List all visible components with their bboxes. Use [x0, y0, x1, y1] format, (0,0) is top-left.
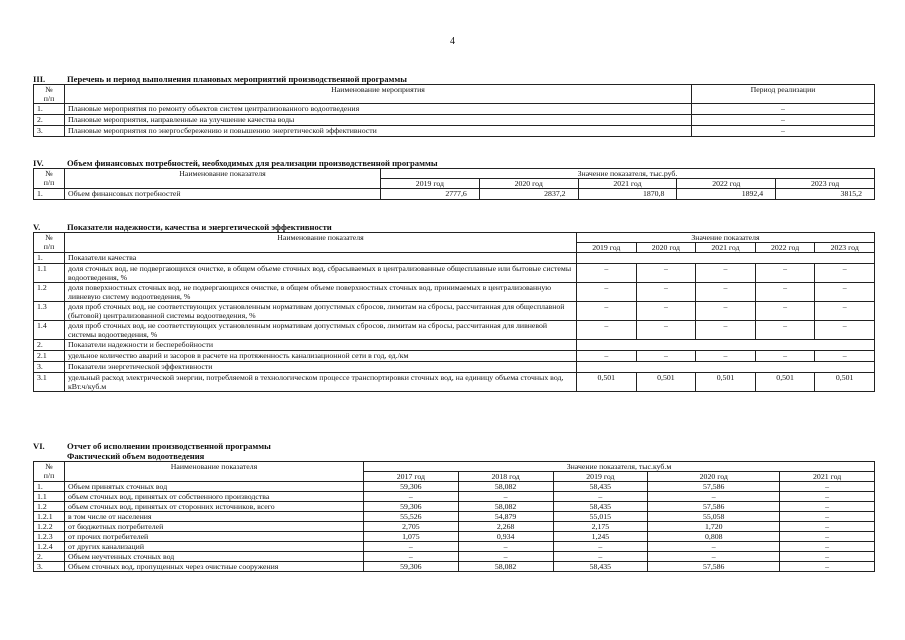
year-header: 2019 год	[553, 472, 648, 482]
table-row	[34, 542, 875, 552]
row-value: 1,720	[648, 522, 780, 532]
row-value: –	[458, 542, 553, 552]
table-row	[34, 104, 875, 115]
section-4-number: IV.	[33, 158, 44, 168]
row-value: –	[755, 321, 815, 340]
row-value: 0,501	[577, 373, 637, 392]
row-value: –	[815, 321, 875, 340]
table-row	[34, 482, 875, 492]
row-value: 54,879	[458, 512, 553, 522]
row-value: 2837,2	[479, 189, 578, 200]
row-value: 58,435	[553, 482, 648, 492]
table-row	[34, 253, 875, 264]
year-header: 2022 год	[677, 179, 776, 189]
row-value: 1892,4	[677, 189, 776, 200]
table-row	[34, 283, 875, 302]
row-number: 3.	[34, 126, 65, 137]
row-number: 1.2.2	[34, 522, 65, 532]
row-value: –	[780, 542, 875, 552]
row-name: от бюджетных потребителей	[65, 522, 364, 532]
row-name: Объем сточных вод, пропущенных через очистные сооружения	[65, 562, 364, 572]
header-value: Значение показателя	[577, 233, 875, 243]
financial-table	[33, 168, 875, 200]
row-number: 2.	[34, 340, 65, 351]
year-header: 2023 год	[776, 179, 875, 189]
row-value: –	[755, 302, 815, 321]
table-row	[34, 532, 875, 542]
reliability-table	[33, 232, 875, 392]
row-value: 58,082	[458, 562, 553, 572]
table-row	[34, 264, 875, 283]
header-no: № п/п	[34, 233, 65, 253]
row-number: 2.1	[34, 351, 65, 362]
section-4	[33, 158, 875, 200]
row-value: –	[648, 542, 780, 552]
row-name: Объем финансовых потребностей	[65, 189, 381, 200]
row-number: 1.2	[34, 283, 65, 302]
year-header: 2021 год	[578, 179, 677, 189]
table-row	[34, 189, 875, 200]
section-6	[33, 441, 875, 572]
header-period: Период реализации	[692, 85, 875, 104]
year-header: 2023 год	[815, 243, 875, 253]
row-value: –	[815, 264, 875, 283]
row-name: доля поверхностных сточных вод, не подвергающихся очистке, в общем объеме поверхностных сточных вод, принимаемых в централизованную ливневую систему водоотведения, %	[65, 283, 577, 302]
row-number: 1.2.3	[34, 532, 65, 542]
row-value: 55,058	[648, 512, 780, 522]
row-number: 3.1	[34, 373, 65, 392]
row-value: –	[815, 283, 875, 302]
row-name: Объем принятых сточных вод	[65, 482, 364, 492]
row-value: 0,501	[636, 373, 696, 392]
row-number: 1.	[34, 104, 65, 115]
section-4-title	[33, 158, 875, 168]
row-value: –	[577, 321, 637, 340]
row-value: –	[648, 552, 780, 562]
row-value: 0,934	[458, 532, 553, 542]
row-group-name: Показатели качества	[65, 253, 577, 264]
table-row	[34, 502, 875, 512]
row-value: –	[636, 283, 696, 302]
table-row	[34, 522, 875, 532]
row-value: 59,306	[364, 502, 459, 512]
section-6-number: VI.	[33, 441, 45, 451]
row-period: –	[692, 126, 875, 137]
table-row	[34, 552, 875, 562]
row-value: 2777,6	[381, 189, 480, 200]
year-header: 2020 год	[479, 179, 578, 189]
row-number: 2.	[34, 552, 65, 562]
row-value: 58,082	[458, 502, 553, 512]
row-name: объем сточных вод, принятых от собственного производства	[65, 492, 364, 502]
row-value: –	[780, 562, 875, 572]
section-5-number: V.	[33, 222, 41, 232]
row-value: –	[815, 351, 875, 362]
row-value: –	[636, 321, 696, 340]
row-value: 2,705	[364, 522, 459, 532]
row-name: от прочих потребителей	[65, 532, 364, 542]
row-value: –	[755, 283, 815, 302]
year-header: 2019 год	[381, 179, 480, 189]
header-no: № п/п	[34, 85, 65, 104]
row-value: 58,435	[553, 502, 648, 512]
row-number: 1.2	[34, 502, 65, 512]
row-value: 57,586	[648, 562, 780, 572]
row-value: –	[780, 522, 875, 532]
row-value: –	[577, 302, 637, 321]
wastewater-volume-table	[33, 461, 875, 572]
row-value: –	[780, 552, 875, 562]
header-no: № п/п	[34, 462, 65, 482]
row-value: 2,268	[458, 522, 553, 532]
row-period: –	[692, 115, 875, 126]
row-group-name: Показатели надежности и бесперебойности	[65, 340, 577, 351]
row-number: 2.	[34, 115, 65, 126]
row-value: 1,075	[364, 532, 459, 542]
row-value: 1,245	[553, 532, 648, 542]
row-name: удельный расход электрической энергии, потребляемой в технологическом процессе транспортировки сточных вод, на единицу объема сточных вод, кВт.ч/куб.м	[65, 373, 577, 392]
row-number: 1.3	[34, 302, 65, 321]
header-indicator-name: Наименование показателя	[65, 462, 364, 482]
row-name: доля проб сточных вод, не соответствующих установленным нормативам допустимых сбросов, лимитам на сбросы, рассчитанная для общесплавной (бытовой) централизованной системы водоотведения, %	[65, 302, 577, 321]
row-value: 3815,2	[776, 189, 875, 200]
row-value: –	[458, 492, 553, 502]
row-value: –	[780, 532, 875, 542]
row-value: –	[815, 302, 875, 321]
row-value: 58,082	[458, 482, 553, 492]
row-value: –	[636, 302, 696, 321]
table-row	[34, 126, 875, 137]
row-number: 1.	[34, 482, 65, 492]
year-header: 2021 год	[780, 472, 875, 482]
row-value: 57,586	[648, 502, 780, 512]
row-name: от других канализаций	[65, 542, 364, 552]
row-value: 58,435	[553, 562, 648, 572]
page-number: 4	[450, 36, 455, 47]
row-name: доля сточных вод, не подвергающихся очистке, в общем объеме сточных вод, сбрасываемых в централизованные общесплавные или бытовые системы водоотведения, %	[65, 264, 577, 283]
row-name: доля проб сточных вод, не соответствующих установленным нормативам допустимых сбросов, лимитам на сбросы, рассчитанная для ливневой системы водоотведения, %	[65, 321, 577, 340]
row-value: –	[755, 264, 815, 283]
row-number: 1.4	[34, 321, 65, 340]
row-value: 0,501	[815, 373, 875, 392]
row-name: Плановые мероприятия по ремонту объектов систем централизованного водоотведения	[65, 104, 692, 115]
row-name: объем сточных вод, принятых от сторонних источников, всего	[65, 502, 364, 512]
row-value: –	[636, 264, 696, 283]
section-3-title-text: Перечень и период выполнения плановых мероприятий производственной программы	[67, 74, 407, 84]
row-number: 1.2.1	[34, 512, 65, 522]
row-number: 3.	[34, 562, 65, 572]
row-value: –	[696, 351, 756, 362]
row-value: –	[577, 264, 637, 283]
year-header: 2018 год	[458, 472, 553, 482]
row-empty-values	[577, 253, 875, 264]
year-header: 2020 год	[636, 243, 696, 253]
year-header: 2022 год	[755, 243, 815, 253]
row-value: 0,808	[648, 532, 780, 542]
row-number: 1.1	[34, 264, 65, 283]
row-value: –	[696, 283, 756, 302]
section-6-subtitle: Фактический объем водоотведения	[67, 451, 205, 461]
row-value: –	[696, 264, 756, 283]
row-value: –	[364, 552, 459, 562]
row-number: 3.	[34, 362, 65, 373]
row-name: в том числе от населения	[65, 512, 364, 522]
table-row	[34, 512, 875, 522]
row-value: –	[780, 492, 875, 502]
year-header: 2020 год	[648, 472, 780, 482]
header-no: № п/п	[34, 169, 65, 189]
row-value: –	[755, 351, 815, 362]
row-number: 1.2.4	[34, 542, 65, 552]
table-row	[34, 321, 875, 340]
row-value: 1870,8	[578, 189, 677, 200]
row-value: 0,501	[696, 373, 756, 392]
section-5-title	[33, 222, 875, 232]
row-value: 55,526	[364, 512, 459, 522]
header-activity-name: Наименование мероприятия	[65, 85, 692, 104]
row-value: 0,501	[755, 373, 815, 392]
row-name: удельное количество аварий и засоров в расчете на протяженность канализационной сети в год, ед./км	[65, 351, 577, 362]
row-value: –	[364, 492, 459, 502]
row-value: –	[364, 542, 459, 552]
row-number: 1.	[34, 253, 65, 264]
row-number: 1.1	[34, 492, 65, 502]
section-3-number: III.	[33, 74, 46, 84]
row-empty-values	[577, 340, 875, 351]
table-row	[34, 302, 875, 321]
row-value: –	[553, 492, 648, 502]
row-value: –	[648, 492, 780, 502]
row-value: 55,015	[553, 512, 648, 522]
row-group-name: Показатели энергетической эффективности	[65, 362, 577, 373]
year-header: 2021 год	[696, 243, 756, 253]
section-6-title	[33, 441, 875, 451]
header-value: Значение показателя, тыс.руб.	[381, 169, 875, 179]
section-5-title-text: Показатели надежности, качества и энергетической эффективности	[67, 222, 332, 232]
table-row	[34, 562, 875, 572]
row-value: –	[553, 552, 648, 562]
row-value: –	[577, 283, 637, 302]
row-period: –	[692, 104, 875, 115]
table-row	[34, 340, 875, 351]
row-value: –	[636, 351, 696, 362]
section-5	[33, 222, 875, 392]
row-empty-values	[577, 362, 875, 373]
table-row	[34, 362, 875, 373]
row-value: –	[458, 552, 553, 562]
row-value: –	[696, 302, 756, 321]
row-value: –	[780, 512, 875, 522]
section-3	[33, 74, 875, 137]
row-value: –	[553, 542, 648, 552]
row-value: 57,586	[648, 482, 780, 492]
table-row	[34, 351, 875, 362]
year-header: 2019 год	[577, 243, 637, 253]
row-value: –	[696, 321, 756, 340]
table-row	[34, 492, 875, 502]
row-value: –	[577, 351, 637, 362]
table-row	[34, 373, 875, 392]
row-name: Плановые мероприятия по энергосбережению и повышению энергетической эффективности	[65, 126, 692, 137]
row-value: 2,175	[553, 522, 648, 532]
section-4-title-text: Объем финансовых потребностей, необходимых для реализации производственной программы	[67, 158, 438, 168]
row-value: 59,306	[364, 562, 459, 572]
activities-table	[33, 84, 875, 137]
year-header: 2017 год	[364, 472, 459, 482]
row-value: –	[780, 482, 875, 492]
row-value: 59,306	[364, 482, 459, 492]
section-6-title-text: Отчет об исполнении производственной программы	[67, 441, 271, 451]
row-name: Плановые мероприятия, направленные на улучшение качества воды	[65, 115, 692, 126]
row-number: 1.	[34, 189, 65, 200]
header-value: Значение показателя, тыс.куб.м	[364, 462, 875, 472]
header-indicator-name: Наименование показателя	[65, 169, 381, 189]
row-value: –	[780, 502, 875, 512]
row-name: Объем неучтенных сточных вод	[65, 552, 364, 562]
table-row	[34, 115, 875, 126]
header-indicator-name: Наименование показателя	[65, 233, 577, 253]
section-3-title	[33, 74, 875, 84]
